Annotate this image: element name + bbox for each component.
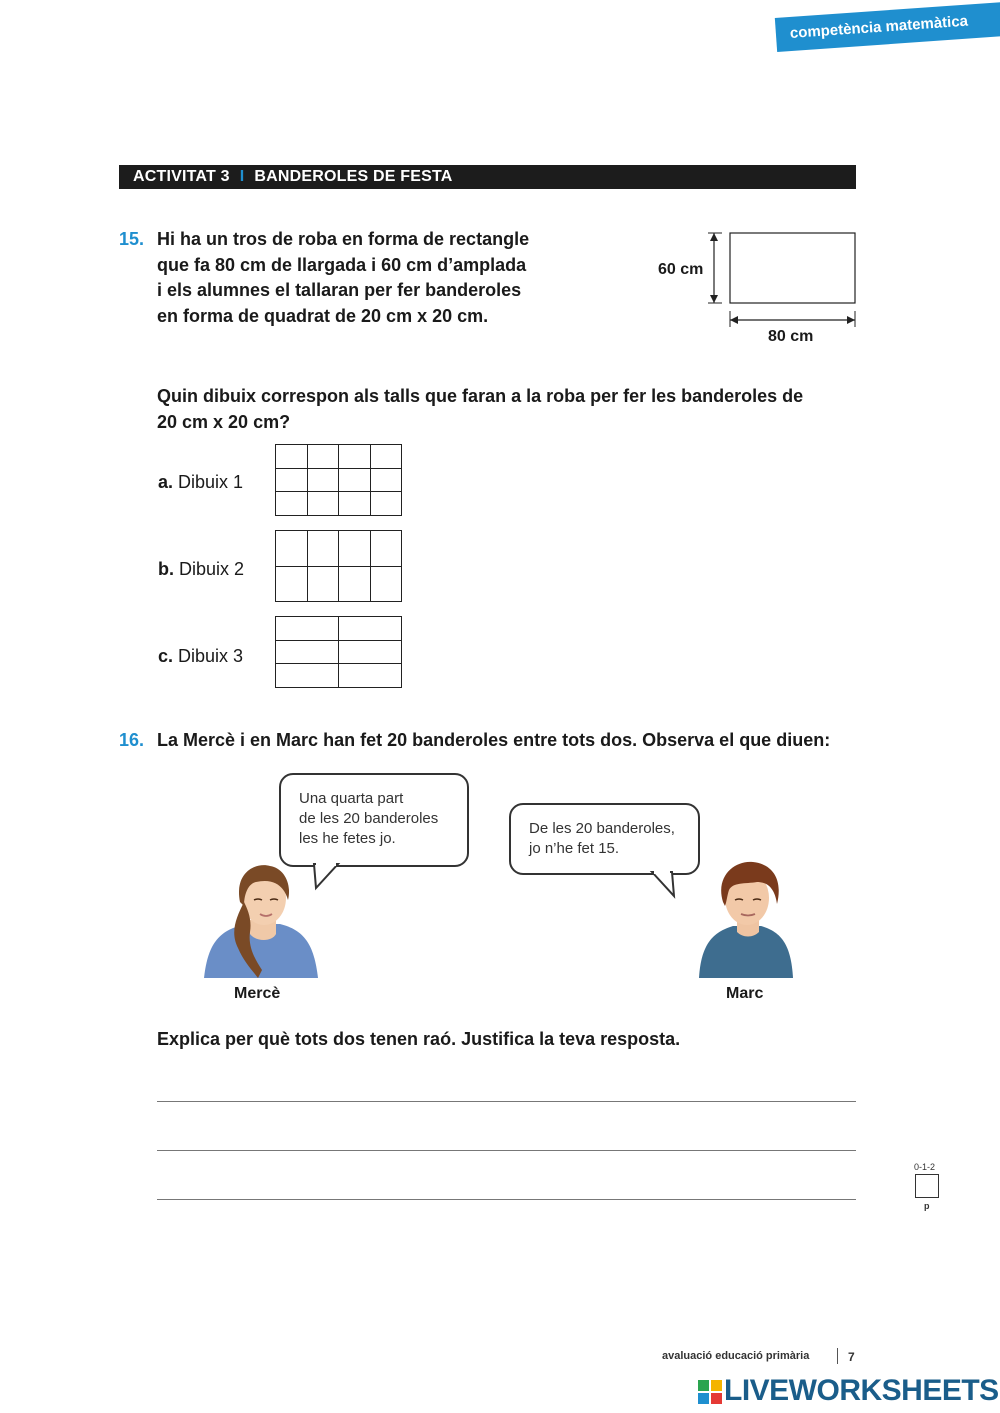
grid-cell bbox=[276, 567, 308, 603]
merce-name: Mercè bbox=[234, 985, 281, 1002]
option-c-label: Dibuix 3 bbox=[178, 646, 244, 666]
q15-prompt-line: Quin dibuix correspon als talls que faran a la roba per fer les banderoles de bbox=[157, 386, 804, 406]
grid-cell bbox=[371, 469, 403, 493]
option-a-letter: a. bbox=[158, 472, 174, 492]
grid-cell bbox=[339, 567, 371, 603]
grid-cell bbox=[339, 617, 402, 641]
answer-line-2[interactable] bbox=[157, 1150, 856, 1151]
liveworksheets-logo-icon bbox=[698, 1380, 722, 1404]
q15-line: Hi ha un tros de roba en forma de rectangle bbox=[157, 229, 530, 249]
explain-prompt: Explica per què tots dos tenen raó. Justifica la teva resposta. bbox=[157, 1029, 681, 1049]
option-b-letter: b. bbox=[158, 559, 174, 579]
option-a[interactable] bbox=[158, 472, 243, 493]
score-range: 0-1-2 bbox=[914, 1162, 936, 1172]
grid-cell bbox=[339, 445, 371, 469]
grid-cell bbox=[339, 492, 371, 516]
bubble-line: jo n’he fet 15. bbox=[529, 840, 620, 857]
merce-illustration bbox=[200, 862, 325, 980]
drawing-2-grid[interactable] bbox=[275, 530, 402, 602]
option-b[interactable] bbox=[158, 559, 244, 580]
activity-header bbox=[119, 165, 856, 189]
grid-cell bbox=[339, 469, 371, 493]
corner-tag: competència matemàtica bbox=[775, 2, 1000, 52]
grid-cell bbox=[308, 531, 340, 567]
question-16-text: La Mercè i en Marc han fet 20 banderoles entre tots dos. Observa el que diuen: bbox=[157, 730, 831, 750]
width-label: 80 cm bbox=[768, 328, 814, 345]
marc-bubble-tail bbox=[648, 871, 688, 899]
activity-title: BANDEROLES DE FESTA bbox=[254, 168, 453, 185]
bubble-line: les he fetes jo. bbox=[299, 830, 396, 847]
rectangle-diagram bbox=[650, 225, 865, 350]
grid-cell bbox=[339, 641, 402, 665]
width-arrow-right bbox=[847, 316, 855, 324]
marc-illustration bbox=[697, 860, 797, 980]
footer-text: avaluació educació primària bbox=[662, 1350, 810, 1362]
footer-divider bbox=[837, 1348, 838, 1364]
bubble-line: Una quarta part bbox=[299, 790, 404, 807]
grid-cell bbox=[308, 469, 340, 493]
drawing-3-grid[interactable] bbox=[275, 616, 402, 688]
answer-line-1[interactable] bbox=[157, 1101, 856, 1102]
activity-label: ACTIVITAT 3 bbox=[133, 168, 230, 185]
grid-cell bbox=[276, 469, 308, 493]
width-arrow-left bbox=[730, 316, 738, 324]
grid-cell bbox=[276, 492, 308, 516]
grid-cell bbox=[276, 445, 308, 469]
option-c[interactable] bbox=[158, 646, 243, 667]
grid-cell bbox=[308, 492, 340, 516]
grid-cell bbox=[371, 492, 403, 516]
bubble-line: de les 20 banderoles bbox=[299, 810, 439, 827]
height-arrow-top bbox=[710, 233, 718, 241]
question-16-number: 16. bbox=[119, 730, 145, 750]
grid-cell bbox=[371, 531, 403, 567]
fabric-rectangle bbox=[730, 233, 855, 303]
question-15-prompt bbox=[157, 384, 867, 435]
option-b-label: Dibuix 2 bbox=[179, 559, 245, 579]
score-box[interactable] bbox=[915, 1174, 939, 1198]
question-15-number: 15. bbox=[119, 229, 145, 249]
q15-line: i els alumnes el tallaran per fer banderoles bbox=[157, 280, 522, 300]
grid-cell bbox=[371, 445, 403, 469]
grid-cell bbox=[339, 664, 402, 688]
grid-cell bbox=[339, 531, 371, 567]
option-c-letter: c. bbox=[158, 646, 174, 666]
grid-cell bbox=[276, 531, 308, 567]
marc-name: Marc bbox=[726, 985, 764, 1002]
option-a-label: Dibuix 1 bbox=[178, 472, 244, 492]
answer-line-3[interactable] bbox=[157, 1199, 856, 1200]
grid-cell bbox=[276, 641, 339, 665]
q15-prompt-line: 20 cm x 20 cm? bbox=[157, 411, 291, 432]
height-label: 60 cm bbox=[658, 261, 704, 278]
grid-cell bbox=[276, 617, 339, 641]
q15-line: en forma de quadrat de 20 cm x 20 cm. bbox=[157, 305, 489, 326]
question-15-text bbox=[157, 227, 597, 329]
liveworksheets-brand[interactable]: LIVEWORKSHEETS bbox=[724, 1374, 999, 1407]
merce-speech-bubble bbox=[279, 773, 469, 867]
drawing-1-grid[interactable] bbox=[275, 444, 402, 516]
score-label: p bbox=[924, 1201, 930, 1211]
grid-cell bbox=[371, 567, 403, 603]
footer-page-number: 7 bbox=[848, 1350, 855, 1364]
activity-separator: I bbox=[239, 168, 245, 185]
grid-cell bbox=[308, 445, 340, 469]
height-arrow-bottom bbox=[710, 295, 718, 303]
bubble-line: De les 20 banderoles, bbox=[529, 820, 675, 837]
grid-cell bbox=[308, 567, 340, 603]
q15-line: que fa 80 cm de llargada i 60 cm d’amplada bbox=[157, 254, 527, 275]
marc-speech-bubble bbox=[509, 803, 700, 875]
grid-cell bbox=[276, 664, 339, 688]
